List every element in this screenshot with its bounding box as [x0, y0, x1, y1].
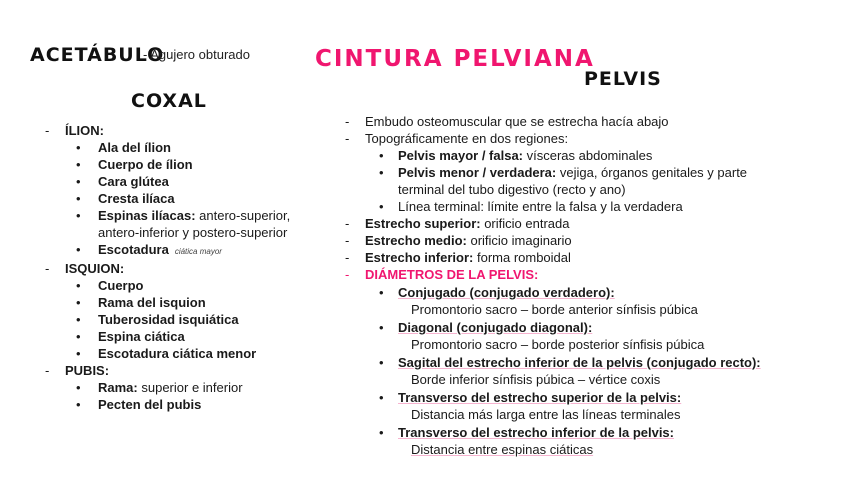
list-item: • Pelvis mayor / falsa: vísceras abdominales [345, 147, 825, 164]
list-item: • Rama: superior e inferior [43, 379, 343, 396]
list-item: • Espinas ilíacas: antero-superior, antero-inferior y postero-superior [43, 207, 343, 241]
agujero-note: - Agujero obturado [143, 47, 250, 62]
list-item: • Cara glútea [43, 173, 343, 190]
list-item: • Escotadura ciática menor [43, 345, 343, 362]
list-item: • Sagital del estrecho inferior de la pelvis (conjugado recto): [345, 354, 825, 371]
pelvis-heading: PELVIS [584, 68, 662, 90]
list-item: - Embudo osteomuscular que se estrecha hacía abajo [345, 113, 825, 130]
list-item: - Estrecho superior: orificio entrada [345, 215, 825, 232]
list-item: • Cresta ilíaca [43, 190, 343, 207]
isquion-section: - ISQUION: [43, 260, 343, 277]
list-item-desc: Distancia entre espinas ciáticas [411, 442, 594, 457]
list-item: • Espina ciática [43, 328, 343, 345]
list-item: • Conjugado (conjugado verdadero): [345, 284, 825, 301]
pelvis-list [345, 113, 825, 458]
list-item: • Pecten del pubis [43, 396, 343, 413]
list-item: • Cuerpo [43, 277, 343, 294]
list-item-desc: Borde inferior sínfisis púbica – vértice coxis [411, 372, 661, 387]
list-item: • Cuerpo de ílion [43, 156, 343, 173]
list-item: • Rama del isquion [43, 294, 343, 311]
list-item: • Tuberosidad isquiática [43, 311, 343, 328]
list-item: • Transverso del estrecho superior de la pelvis: [345, 389, 825, 406]
diametros-heading: - DIÁMETROS DE LA PELVIS: [345, 266, 825, 283]
acetabulo-heading: ACETÁBULO [30, 44, 165, 66]
list-item: • Escotadura ciática mayor [43, 241, 343, 260]
list-item: • Diagonal (conjugado diagonal): [345, 319, 825, 336]
list-item-desc: Distancia más larga entre las líneas terminales [411, 407, 681, 422]
list-item: • Línea terminal: límite entre la falsa y la verdadera [345, 198, 825, 215]
list-item: • Pelvis menor / verdadera: vejiga, órganos genitales y parte terminal del tubo digestivo (recto y ano) [345, 164, 825, 198]
list-item: - Estrecho medio: orificio imaginario [345, 232, 825, 249]
list-item-desc: Promontorio sacro – borde posterior sínfisis púbica [411, 337, 705, 352]
list-item: • Ala del ílion [43, 139, 343, 156]
ilion-section: - ÍLION: [43, 122, 343, 139]
list-item: - Topográficamente en dos regiones: [345, 130, 825, 147]
pubis-section: - PUBIS: [43, 362, 343, 379]
list-item: - Estrecho inferior: forma romboidal [345, 249, 825, 266]
list-item-desc: Promontorio sacro – borde anterior sínfisis púbica [411, 302, 698, 317]
coxal-list [43, 122, 343, 413]
coxal-heading: COXAL [131, 90, 207, 112]
escotadura-note: ciática mayor [174, 247, 222, 256]
list-item: • Transverso del estrecho inferior de la pelvis: [345, 424, 825, 441]
page-title: CINTURA PELVIANA [315, 46, 595, 72]
